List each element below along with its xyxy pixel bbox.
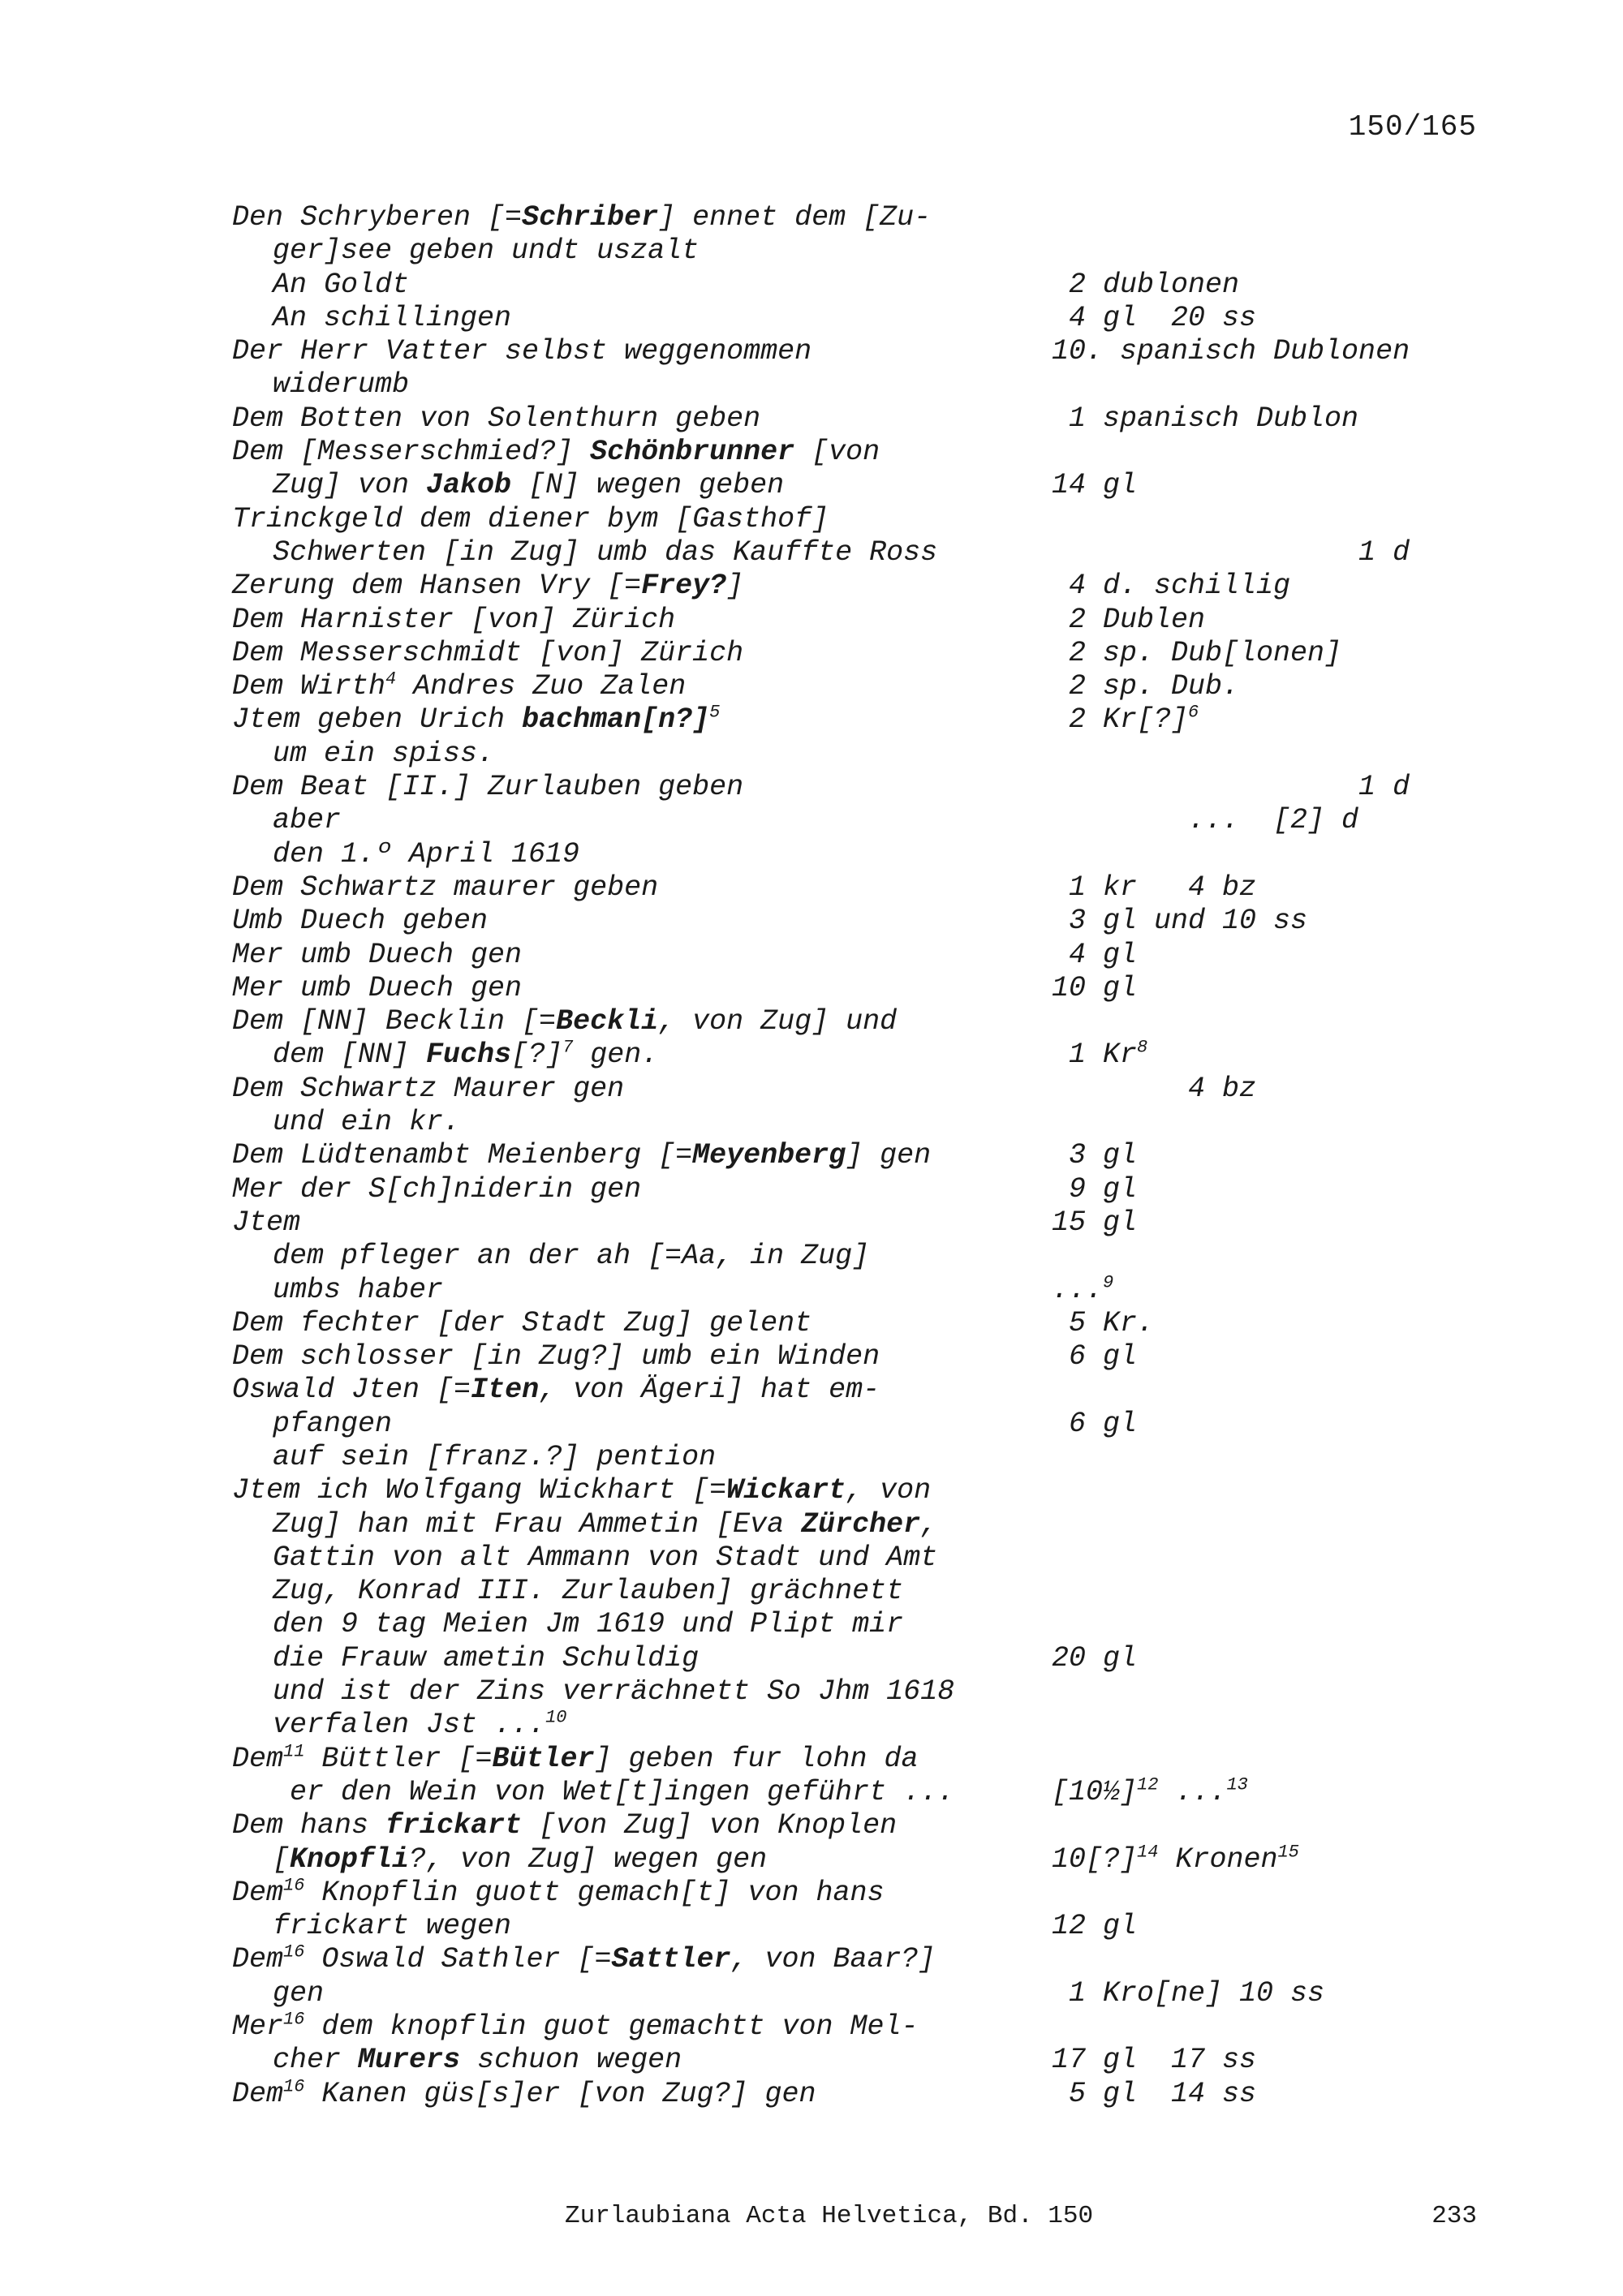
entry-description: Dem Botten von Solenthurn geben bbox=[232, 402, 761, 435]
entry-description: Schwerten [in Zug] umb das Kauffte Ross bbox=[273, 535, 938, 569]
entry-amount: 15 gl bbox=[1052, 1206, 1138, 1239]
ledger-row bbox=[232, 1675, 1449, 1709]
ledger-row bbox=[232, 335, 1449, 368]
entry-description: pfangen bbox=[273, 1407, 393, 1440]
entry-description: verfalen Jst ...$^{10}$ bbox=[273, 1707, 567, 1742]
ledger-row bbox=[232, 1642, 1449, 1675]
entry-amount: 4 bz bbox=[1052, 1072, 1257, 1105]
entry-amount: 1 kr 4 bz bbox=[1052, 871, 1257, 904]
ledger-row bbox=[232, 436, 1449, 469]
entry-amount: 9 gl bbox=[1052, 1172, 1138, 1206]
entry-description: cher Murers schuon wegen bbox=[273, 2044, 682, 2077]
entry-description: die Frauw ametin Schuldig bbox=[273, 1641, 700, 1675]
entry-amount: 17 gl 17 ss bbox=[1052, 2044, 1257, 2077]
ledger-row bbox=[232, 469, 1449, 502]
ledger-row bbox=[232, 703, 1449, 737]
ledger-row bbox=[232, 1809, 1449, 1842]
entry-description: widerumb bbox=[273, 368, 410, 402]
ledger-row bbox=[232, 1139, 1449, 1172]
entry-amount: 12 gl bbox=[1052, 1910, 1138, 1943]
ledger-row bbox=[232, 2044, 1449, 2077]
entry-description: Zerung dem Hansen Vry [=Frey?] bbox=[232, 570, 744, 603]
ledger-row bbox=[232, 1608, 1449, 1641]
entry-description: Dem$^{16}$ Knopflin guott gemach[t] von hans bbox=[232, 1875, 885, 1909]
entry-amount: ... [2] d bbox=[1052, 804, 1359, 837]
ledger-row bbox=[232, 670, 1449, 703]
entry-description: Jtem ich Wolfgang Wickhart [=Wickart, von bbox=[232, 1474, 932, 1507]
entry-amount: 1 Kr$^8$ bbox=[1052, 1037, 1148, 1072]
ledger-row bbox=[232, 2010, 1449, 2044]
ledger-row bbox=[232, 536, 1449, 570]
entry-description: um ein spiss. bbox=[273, 737, 495, 770]
entry-amount: 20 gl bbox=[1052, 1641, 1138, 1675]
ledger-row bbox=[232, 804, 1449, 837]
entry-description: Dem$^{16}$ Kanen güs[s]er [von Zug?] gen bbox=[232, 2075, 816, 2110]
entry-description: Den Schryberen [=Schriber] ennet dem [Zu- bbox=[232, 201, 932, 234]
entry-description: frickart wegen bbox=[273, 1910, 512, 1943]
entry-description: Mer umb Duech gen bbox=[232, 938, 523, 971]
entry-description: Dem [NN] Becklin [=Beckli, von Zug] und bbox=[232, 1005, 898, 1038]
entry-amount: 2 Dublen bbox=[1052, 603, 1206, 636]
entry-description: und ein kr. bbox=[273, 1106, 461, 1139]
ledger-row bbox=[232, 737, 1449, 771]
entry-amount: 14 gl bbox=[1052, 469, 1138, 502]
entry-description: Dem hans frickart [von Zug] von Knoplen bbox=[232, 1809, 898, 1842]
entry-amount: 2 sp. Dub[lonen] bbox=[1052, 636, 1342, 669]
entry-description: Dem Schwartz maurer geben bbox=[232, 871, 659, 904]
ledger-row bbox=[232, 503, 1449, 536]
entry-description: gen bbox=[273, 1976, 325, 2010]
entry-description: Mer umb Duech gen bbox=[232, 971, 523, 1004]
entry-amount: 10 gl bbox=[1052, 971, 1138, 1004]
entry-amount: 5 gl 14 ss bbox=[1052, 2077, 1257, 2110]
entry-amount: 6 gl bbox=[1052, 1407, 1138, 1440]
entry-description: ger]see geben undt uszalt bbox=[273, 234, 700, 268]
entry-description: dem pfleger an der ah [=Aa, in Zug] bbox=[273, 1240, 870, 1273]
entry-amount: 2 dublonen bbox=[1052, 268, 1240, 301]
entry-description: den 1.º April 1619 bbox=[273, 837, 580, 871]
entry-description: auf sein [franz.?] pention bbox=[273, 1440, 717, 1473]
ledger-row bbox=[232, 1910, 1449, 1943]
entry-description: Oswald Jten [=Iten, von Ägeri] hat em- bbox=[232, 1374, 880, 1407]
ledger-row bbox=[232, 1743, 1449, 1776]
page-counter: 150/165 bbox=[1348, 110, 1477, 144]
ledger-row bbox=[232, 871, 1449, 905]
entry-amount: 2 Kr[?]$^6$ bbox=[1052, 702, 1199, 737]
footer-page-number: 233 bbox=[1431, 2202, 1477, 2230]
ledger-row bbox=[232, 1843, 1449, 1877]
entry-amount: 4 d. schillig bbox=[1052, 570, 1291, 603]
entry-amount: 3 gl und 10 ss bbox=[1052, 905, 1308, 938]
ledger-row bbox=[232, 1173, 1449, 1206]
entry-description: Dem schlosser [in Zug?] umb ein Winden bbox=[232, 1340, 880, 1374]
ledger-row bbox=[232, 1005, 1449, 1038]
ledger-row bbox=[232, 905, 1449, 938]
ledger-entries bbox=[232, 201, 1449, 2111]
ledger-row bbox=[232, 838, 1449, 871]
entry-description: Dem Wirth$^4$ Andres Zuo Zalen bbox=[232, 669, 687, 703]
ledger-row bbox=[232, 972, 1449, 1005]
ledger-row bbox=[232, 1877, 1449, 1910]
ledger-row bbox=[232, 1271, 1449, 1307]
ledger-row bbox=[232, 1073, 1449, 1106]
entry-description: und ist der Zins verrächnett So Jhm 1618 bbox=[273, 1675, 955, 1709]
ledger-row bbox=[232, 1408, 1449, 1441]
entry-description: aber bbox=[273, 804, 342, 837]
entry-description: dem [NN] Fuchs[?]$^7$ gen. bbox=[273, 1037, 659, 1072]
page-footer bbox=[0, 2202, 1623, 2238]
entry-description: er den Wein von Wet[t]ingen geführt ... bbox=[273, 1775, 955, 1808]
entry-description: Mer der S[ch]niderin gen bbox=[232, 1172, 642, 1206]
footer-title: Zurlaubiana Acta Helvetica, Bd. 150 bbox=[565, 2202, 1094, 2230]
entry-description: Dem Schwartz Maurer gen bbox=[232, 1072, 625, 1105]
entry-amount: 5 Kr. bbox=[1052, 1306, 1155, 1339]
ledger-row bbox=[232, 604, 1449, 637]
entry-description: Zug, Konrad III. Zurlauben] grächnett bbox=[273, 1575, 904, 1608]
entry-amount: 4 gl bbox=[1052, 938, 1138, 971]
entry-description: Mer$^{16}$ dem knopflin guot gemachtt von Mel- bbox=[232, 2009, 919, 2044]
entry-description: Dem$^{11}$ Büttler [=Bütler] geben fur lohn da bbox=[232, 1741, 919, 1775]
ledger-row bbox=[232, 1038, 1449, 1072]
ledger-row bbox=[232, 234, 1449, 268]
ledger-row bbox=[232, 1441, 1449, 1474]
entry-amount: 1 spanisch Dublon bbox=[1052, 402, 1359, 435]
ledger-row bbox=[232, 1575, 1449, 1608]
entry-description: Jtem bbox=[232, 1206, 301, 1239]
ledger-row bbox=[232, 1943, 1449, 1976]
ledger-row bbox=[232, 402, 1449, 436]
entry-amount: 1 d bbox=[1052, 771, 1410, 804]
ledger-row bbox=[232, 637, 1449, 670]
entry-description: An Goldt bbox=[273, 268, 410, 301]
ledger-row bbox=[232, 1709, 1449, 1742]
ledger-row bbox=[232, 201, 1449, 234]
entry-description: Dem fechter [der Stadt Zug] gelent bbox=[232, 1306, 812, 1339]
entry-description: Dem Lüdtenambt Meienberg [=Meyenberg] gen bbox=[232, 1139, 932, 1172]
entry-description: Dem Harnister [von] Zürich bbox=[232, 603, 676, 636]
ledger-row bbox=[232, 1307, 1449, 1340]
entry-description: An schillingen bbox=[273, 301, 512, 334]
entry-description: Trinckgeld dem diener bym [Gasthof] bbox=[232, 502, 829, 535]
ledger-row bbox=[232, 1206, 1449, 1240]
ledger-row bbox=[232, 1977, 1449, 2010]
ledger-row bbox=[232, 1106, 1449, 1139]
entry-amount: 2 sp. Dub. bbox=[1052, 670, 1240, 703]
entry-description: Zug] han mit Frau Ammetin [Eva Zürcher, bbox=[273, 1507, 938, 1541]
ledger-row bbox=[232, 1541, 1449, 1575]
ledger-row bbox=[232, 570, 1449, 603]
ledger-row bbox=[232, 302, 1449, 335]
ledger-row bbox=[232, 368, 1449, 402]
entry-amount: 6 gl bbox=[1052, 1340, 1138, 1374]
ledger-row bbox=[232, 771, 1449, 804]
entry-description: Jtem geben Urich bachman[n?]$^5$ bbox=[232, 702, 721, 737]
entry-description: Dem [Messerschmied?] Schönbrunner [von bbox=[232, 436, 880, 469]
entry-description: umbs haber bbox=[273, 1273, 444, 1306]
entry-amount: 1 Kro[ne] 10 ss bbox=[1052, 1976, 1325, 2010]
entry-description: Dem Beat [II.] Zurlauben geben bbox=[232, 771, 744, 804]
ledger-row bbox=[232, 1776, 1449, 1809]
entry-amount: 10. spanisch Dublonen bbox=[1052, 335, 1410, 368]
ledger-row bbox=[232, 1340, 1449, 1374]
entry-description: Der Herr Vatter selbst weggenommen bbox=[232, 335, 812, 368]
entry-amount: ...$^9$ bbox=[1052, 1271, 1114, 1306]
ledger-row bbox=[232, 1508, 1449, 1541]
ledger-row bbox=[232, 269, 1449, 302]
entry-description: Dem$^{16}$ Oswald Sathler [=Sattler, von Baar?] bbox=[232, 1941, 936, 1976]
entry-description: den 9 tag Meien Jm 1619 und Plipt mir bbox=[273, 1608, 904, 1641]
entry-description: Dem Messerschmidt [von] Zürich bbox=[232, 636, 744, 669]
ledger-row bbox=[232, 1240, 1449, 1273]
entry-description: Umb Duech geben bbox=[232, 905, 489, 938]
entry-amount: 1 d bbox=[1052, 535, 1410, 569]
ledger-row bbox=[232, 1374, 1449, 1407]
entry-amount: [10½]$^{12}$ ...$^{13}$ bbox=[1052, 1774, 1248, 1808]
ledger-row bbox=[232, 939, 1449, 972]
entry-description: Gattin von alt Ammann von Stadt und Amt bbox=[273, 1541, 938, 1574]
entry-amount: 3 gl bbox=[1052, 1139, 1138, 1172]
entry-description: [Knopfli?, von Zug] wegen gen bbox=[273, 1842, 768, 1876]
entry-amount: 10[?]$^{14}$ Kronen$^{15}$ bbox=[1052, 1841, 1299, 1876]
ledger-row bbox=[232, 1474, 1449, 1507]
entry-description: Zug] von Jakob [N] wegen geben bbox=[273, 469, 785, 502]
entry-amount: 4 gl 20 ss bbox=[1052, 301, 1257, 334]
ledger-row bbox=[232, 2075, 1449, 2111]
